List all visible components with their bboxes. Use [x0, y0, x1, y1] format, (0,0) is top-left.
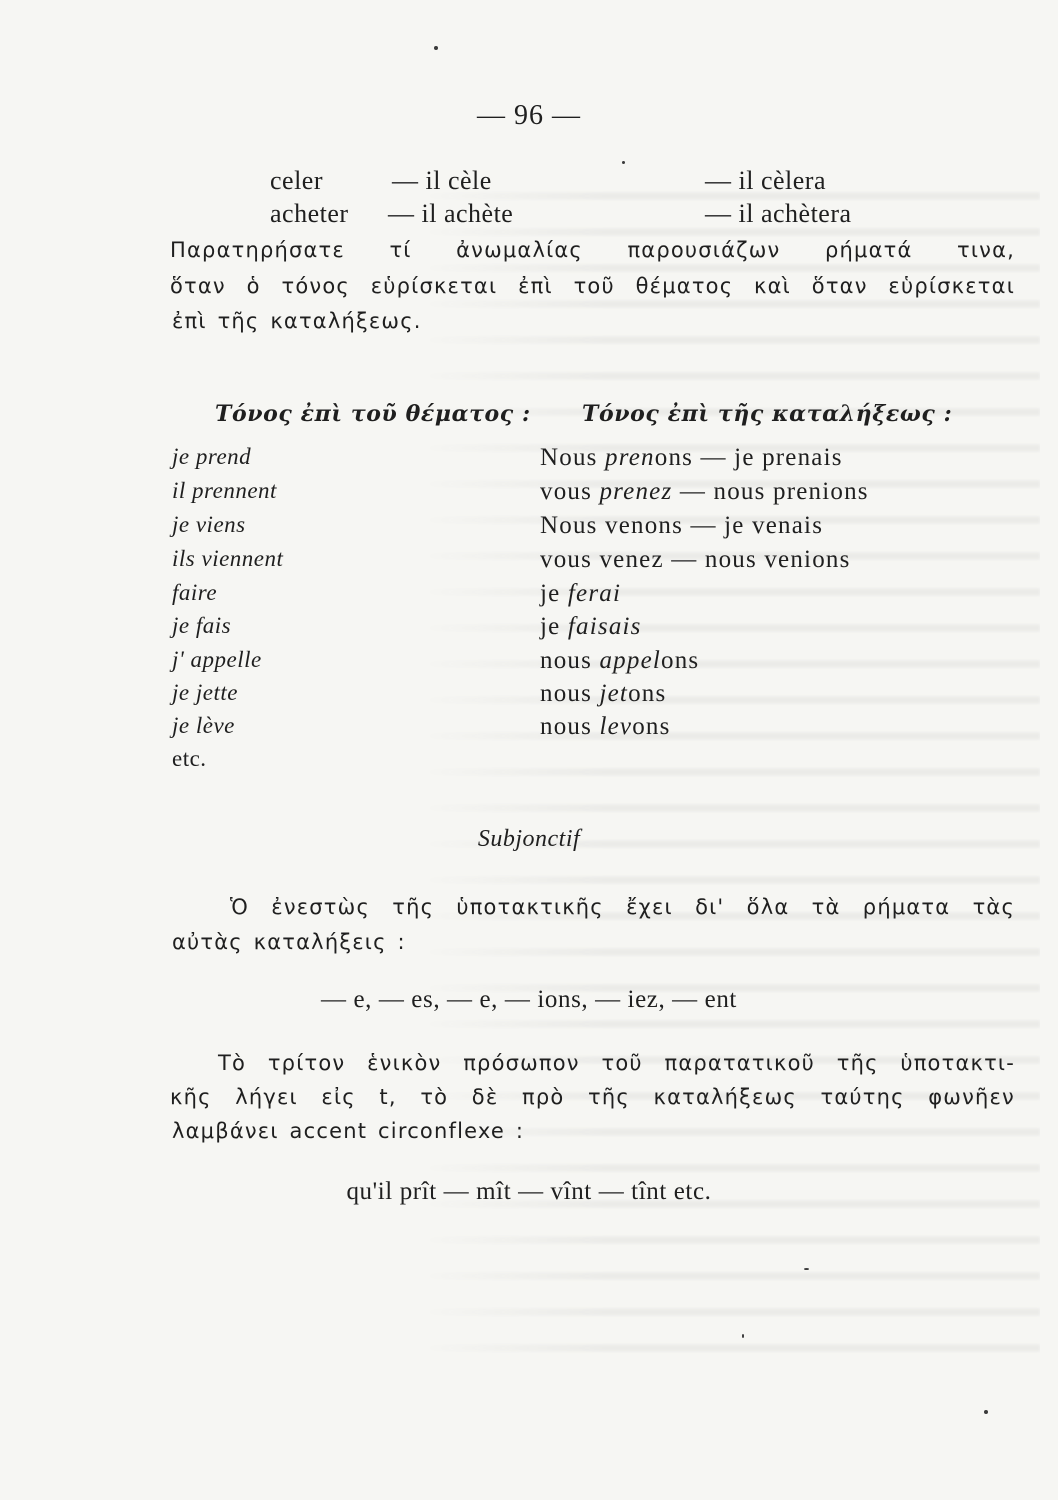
ending-form-8 [540, 713, 671, 741]
stem-form-3: ils viennent [172, 546, 284, 571]
future-celer: — il cèlera [705, 166, 826, 195]
ending-form-3-a: vous venez — nous venions [540, 546, 851, 573]
paragraph2-line2: αὐτὰς καταλήξεις : [172, 930, 406, 954]
ending-form-4 [540, 580, 621, 608]
subjonctif-title: Subjonctif [477, 826, 581, 852]
ending-form-6-b: appel [599, 647, 662, 674]
stem-form-5: je fais [172, 613, 232, 638]
subjunctive-endings: — e, — es, — e, — ions, — iez, — ent [321, 986, 737, 1013]
ending-form-2 [540, 512, 823, 540]
paragraph1-line2: ὅταν ὁ τόνος εὑρίσκεται ἐπὶ τοῦ θέματος καὶ ὅταν εὑρίσκεται [170, 274, 1015, 298]
ending-form-6-c: ons [661, 647, 700, 674]
ending-form-4-b: ferai [567, 580, 622, 607]
ending-form-5-a: je [540, 613, 568, 640]
stem-form-2: je viens [172, 512, 246, 537]
paragraph1-line1: Παρατηρήσατε τί ἀνωμαλίας παρουσιάζων ρήματά τινα, [170, 238, 1015, 262]
stem-form-9: etc. [172, 746, 207, 771]
ending-form-0-b: pren [605, 444, 655, 471]
paragraph2-line1: Ὁ ἐνεστὼς τῆς ὑποτακτικῆς ἔχει δι' ὅλα τὰ ρήματα τὰς [230, 895, 1015, 919]
ending-form-1-c: — nous prenions [672, 478, 869, 505]
ending-form-3 [540, 546, 851, 574]
ending-form-0 [540, 444, 843, 472]
stem-form-6: j' appelle [172, 647, 262, 672]
stem-form-8: je lève [172, 713, 235, 738]
print-speck [804, 1268, 809, 1270]
ending-form-2-a: Nous venons — je venais [540, 512, 824, 539]
print-speck [622, 161, 625, 164]
paragraph3-line3: λαμβάνει accent circonflexe : [172, 1119, 525, 1143]
verb-acheter: acheter [270, 199, 349, 228]
ending-form-1-a: vous [540, 478, 600, 505]
ending-form-7-b: jet [599, 680, 629, 707]
ending-form-5-b: faisais [567, 613, 642, 640]
ending-form-8-b: lev [599, 713, 633, 740]
ending-form-5 [540, 613, 642, 641]
ending-form-6 [540, 647, 699, 675]
ending-form-8-c: ons [632, 713, 671, 740]
paragraph3-line1: Τὸ τρίτον ἑνικὸν πρόσωπον τοῦ παρατατικοῦ τῆς ὑποτακτι- [218, 1051, 1015, 1075]
print-speck [434, 46, 438, 50]
header-ending-accent: Τόνος ἐπὶ τῆς καταλήξεως : [582, 401, 953, 427]
verb-celer: celer [270, 166, 324, 195]
ending-form-0-a: Nous [540, 444, 606, 471]
ending-form-1 [540, 478, 869, 506]
paragraph3-line2: κῆς λήγει εἰς t, τὸ δὲ πρὸ τῆς καταλήξεως ταύτης φωνῆεν [170, 1085, 1015, 1109]
print-speck [984, 1410, 988, 1414]
ending-form-1-b: prenez [599, 478, 673, 505]
ending-form-0-c: ons — je prenais [654, 444, 843, 471]
stem-form-7: je jette [172, 680, 238, 705]
ending-form-7-c: ons [628, 680, 667, 707]
page-number: — 96 — [477, 100, 581, 131]
ending-form-8-a: nous [540, 713, 600, 740]
header-stem-accent: Τόνος ἐπὶ τοῦ θέματος : [215, 401, 531, 427]
ending-form-6-a: nous [540, 647, 600, 674]
present-celer: — il cèle [392, 166, 492, 195]
stem-form-4: faire [172, 580, 218, 605]
print-speck [742, 1334, 744, 1338]
ending-form-7-a: nous [540, 680, 600, 707]
ending-form-7 [540, 680, 666, 708]
future-acheter: — il achètera [705, 199, 852, 228]
ending-form-4-a: je [540, 580, 568, 607]
circonflexe-example: qu'il prît — mît — vînt — tînt etc. [346, 1178, 712, 1205]
stem-form-1: il prennent [172, 478, 277, 503]
paragraph1-line3: ἐπὶ τῆς καταλήξεως. [172, 309, 422, 333]
present-acheter: — il achète [388, 199, 514, 228]
stem-form-0: je prend [172, 444, 252, 469]
